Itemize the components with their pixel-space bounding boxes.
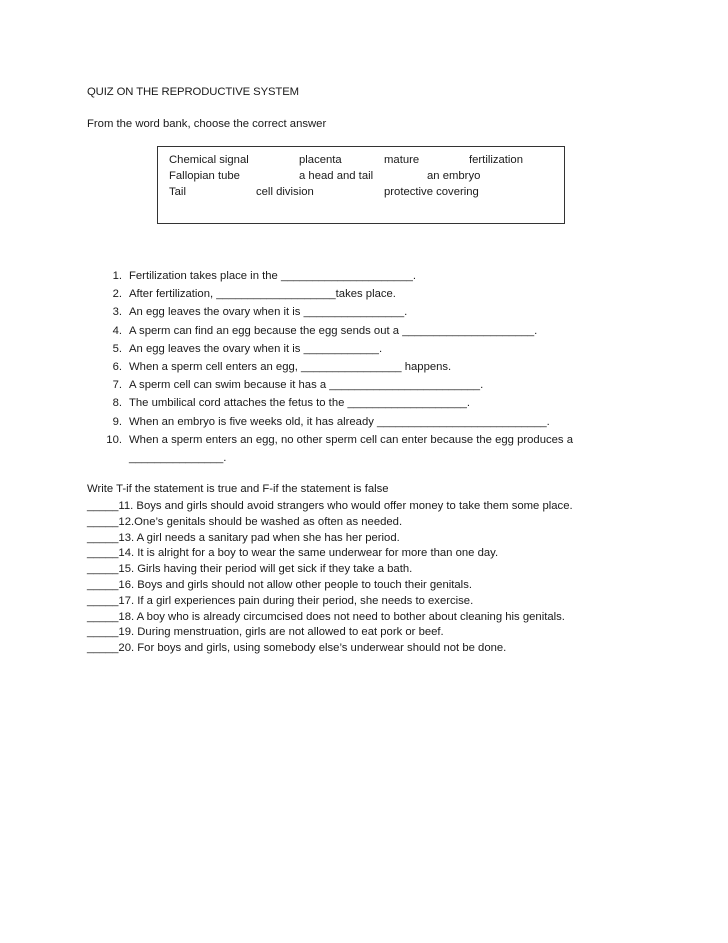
word-bank-item: protective covering — [384, 186, 479, 198]
word-bank-item: an embryo — [427, 170, 481, 182]
tf-statement: _____18. A boy who is already circumcised does not need to bother about cleaning his genitals. — [87, 610, 565, 623]
tf-statement: _____12.One’s genitals should be washed as often as needed. — [87, 515, 403, 528]
true-false-list — [87, 499, 573, 657]
question-item — [104, 285, 609, 303]
question-number: 6. — [112, 360, 122, 373]
question-number: 5. — [112, 342, 122, 355]
question-number: 4. — [112, 324, 122, 337]
word-bank-item: fertilization — [469, 154, 523, 166]
question-item — [104, 413, 609, 431]
question-text: An egg leaves the ovary when it is ____________. — [129, 342, 383, 355]
page-title: QUIZ ON THE REPRODUCTIVE SYSTEM — [87, 86, 299, 98]
tf-statement: _____14. It is alright for a boy to wear the same underwear for more than one day. — [87, 547, 499, 560]
question-text: When an embryo is five weeks old, it has already ___________________________. — [129, 415, 550, 428]
tf-statement: _____19. During menstruation, girls are not allowed to eat pork or beef. — [87, 626, 444, 639]
tf-statement: _____15. Girls having their period will get sick if they take a bath. — [87, 563, 413, 576]
question-number: 10. — [106, 433, 122, 446]
question-item — [104, 431, 609, 467]
question-item — [104, 303, 609, 321]
question-text: Fertilization takes place in the _____________________. — [129, 270, 417, 282]
question-item — [104, 358, 609, 376]
question-text: When a sperm enters an egg, no other sperm cell can enter because the egg produces a — [129, 433, 573, 446]
fill-in-questions — [104, 267, 609, 467]
tf-statement: _____13. A girl needs a sanitary pad when she has her period. — [87, 531, 400, 544]
true-false-heading: Write T-if the statement is true and F-if the statement is false — [87, 483, 389, 495]
question-text: A sperm can find an egg because the egg sends out a _____________________. — [129, 324, 538, 337]
question-text: After fertilization, ___________________takes place. — [129, 288, 396, 301]
question-number: 1. — [112, 270, 122, 282]
question-number: 7. — [112, 379, 122, 392]
word-bank-item: Fallopian tube — [169, 170, 240, 182]
question-number: 2. — [112, 288, 122, 301]
question-item — [104, 267, 609, 285]
question-text: A sperm cell can swim because it has a ________________________. — [129, 379, 484, 392]
word-bank-box — [157, 146, 565, 224]
question-continuation: _______________. — [129, 451, 227, 464]
word-bank-item: mature — [384, 154, 420, 166]
tf-statement: _____17. If a girl experiences pain during their period, she needs to exercise. — [87, 594, 474, 607]
question-text: An egg leaves the ovary when it is ________________. — [129, 306, 408, 319]
instruction-text: From the word bank, choose the correct answer — [87, 118, 327, 130]
tf-statement: _____11. Boys and girls should avoid strangers who would offer money to take them some place. — [87, 500, 573, 512]
word-bank-item: Tail — [169, 186, 186, 198]
question-text: When a sperm cell enters an egg, ________________ happens. — [129, 360, 452, 373]
word-bank-item: placenta — [299, 154, 342, 166]
question-number: 3. — [112, 306, 122, 319]
word-bank-item: Chemical signal — [169, 154, 249, 166]
tf-statement: _____16. Boys and girls should not allow other people to touch their genitals. — [87, 578, 472, 591]
word-bank-item: a head and tail — [299, 170, 374, 182]
question-item — [104, 340, 609, 358]
question-number: 9. — [112, 415, 122, 428]
question-item — [104, 322, 609, 340]
question-item — [104, 376, 609, 394]
word-bank-item: cell division — [256, 186, 314, 198]
tf-statement: _____20. For boys and girls, using somebody else’s underwear should not be done. — [87, 642, 507, 655]
question-item — [104, 394, 609, 412]
question-text: The umbilical cord attaches the fetus to the ___________________. — [129, 397, 471, 410]
question-number: 8. — [112, 397, 122, 410]
